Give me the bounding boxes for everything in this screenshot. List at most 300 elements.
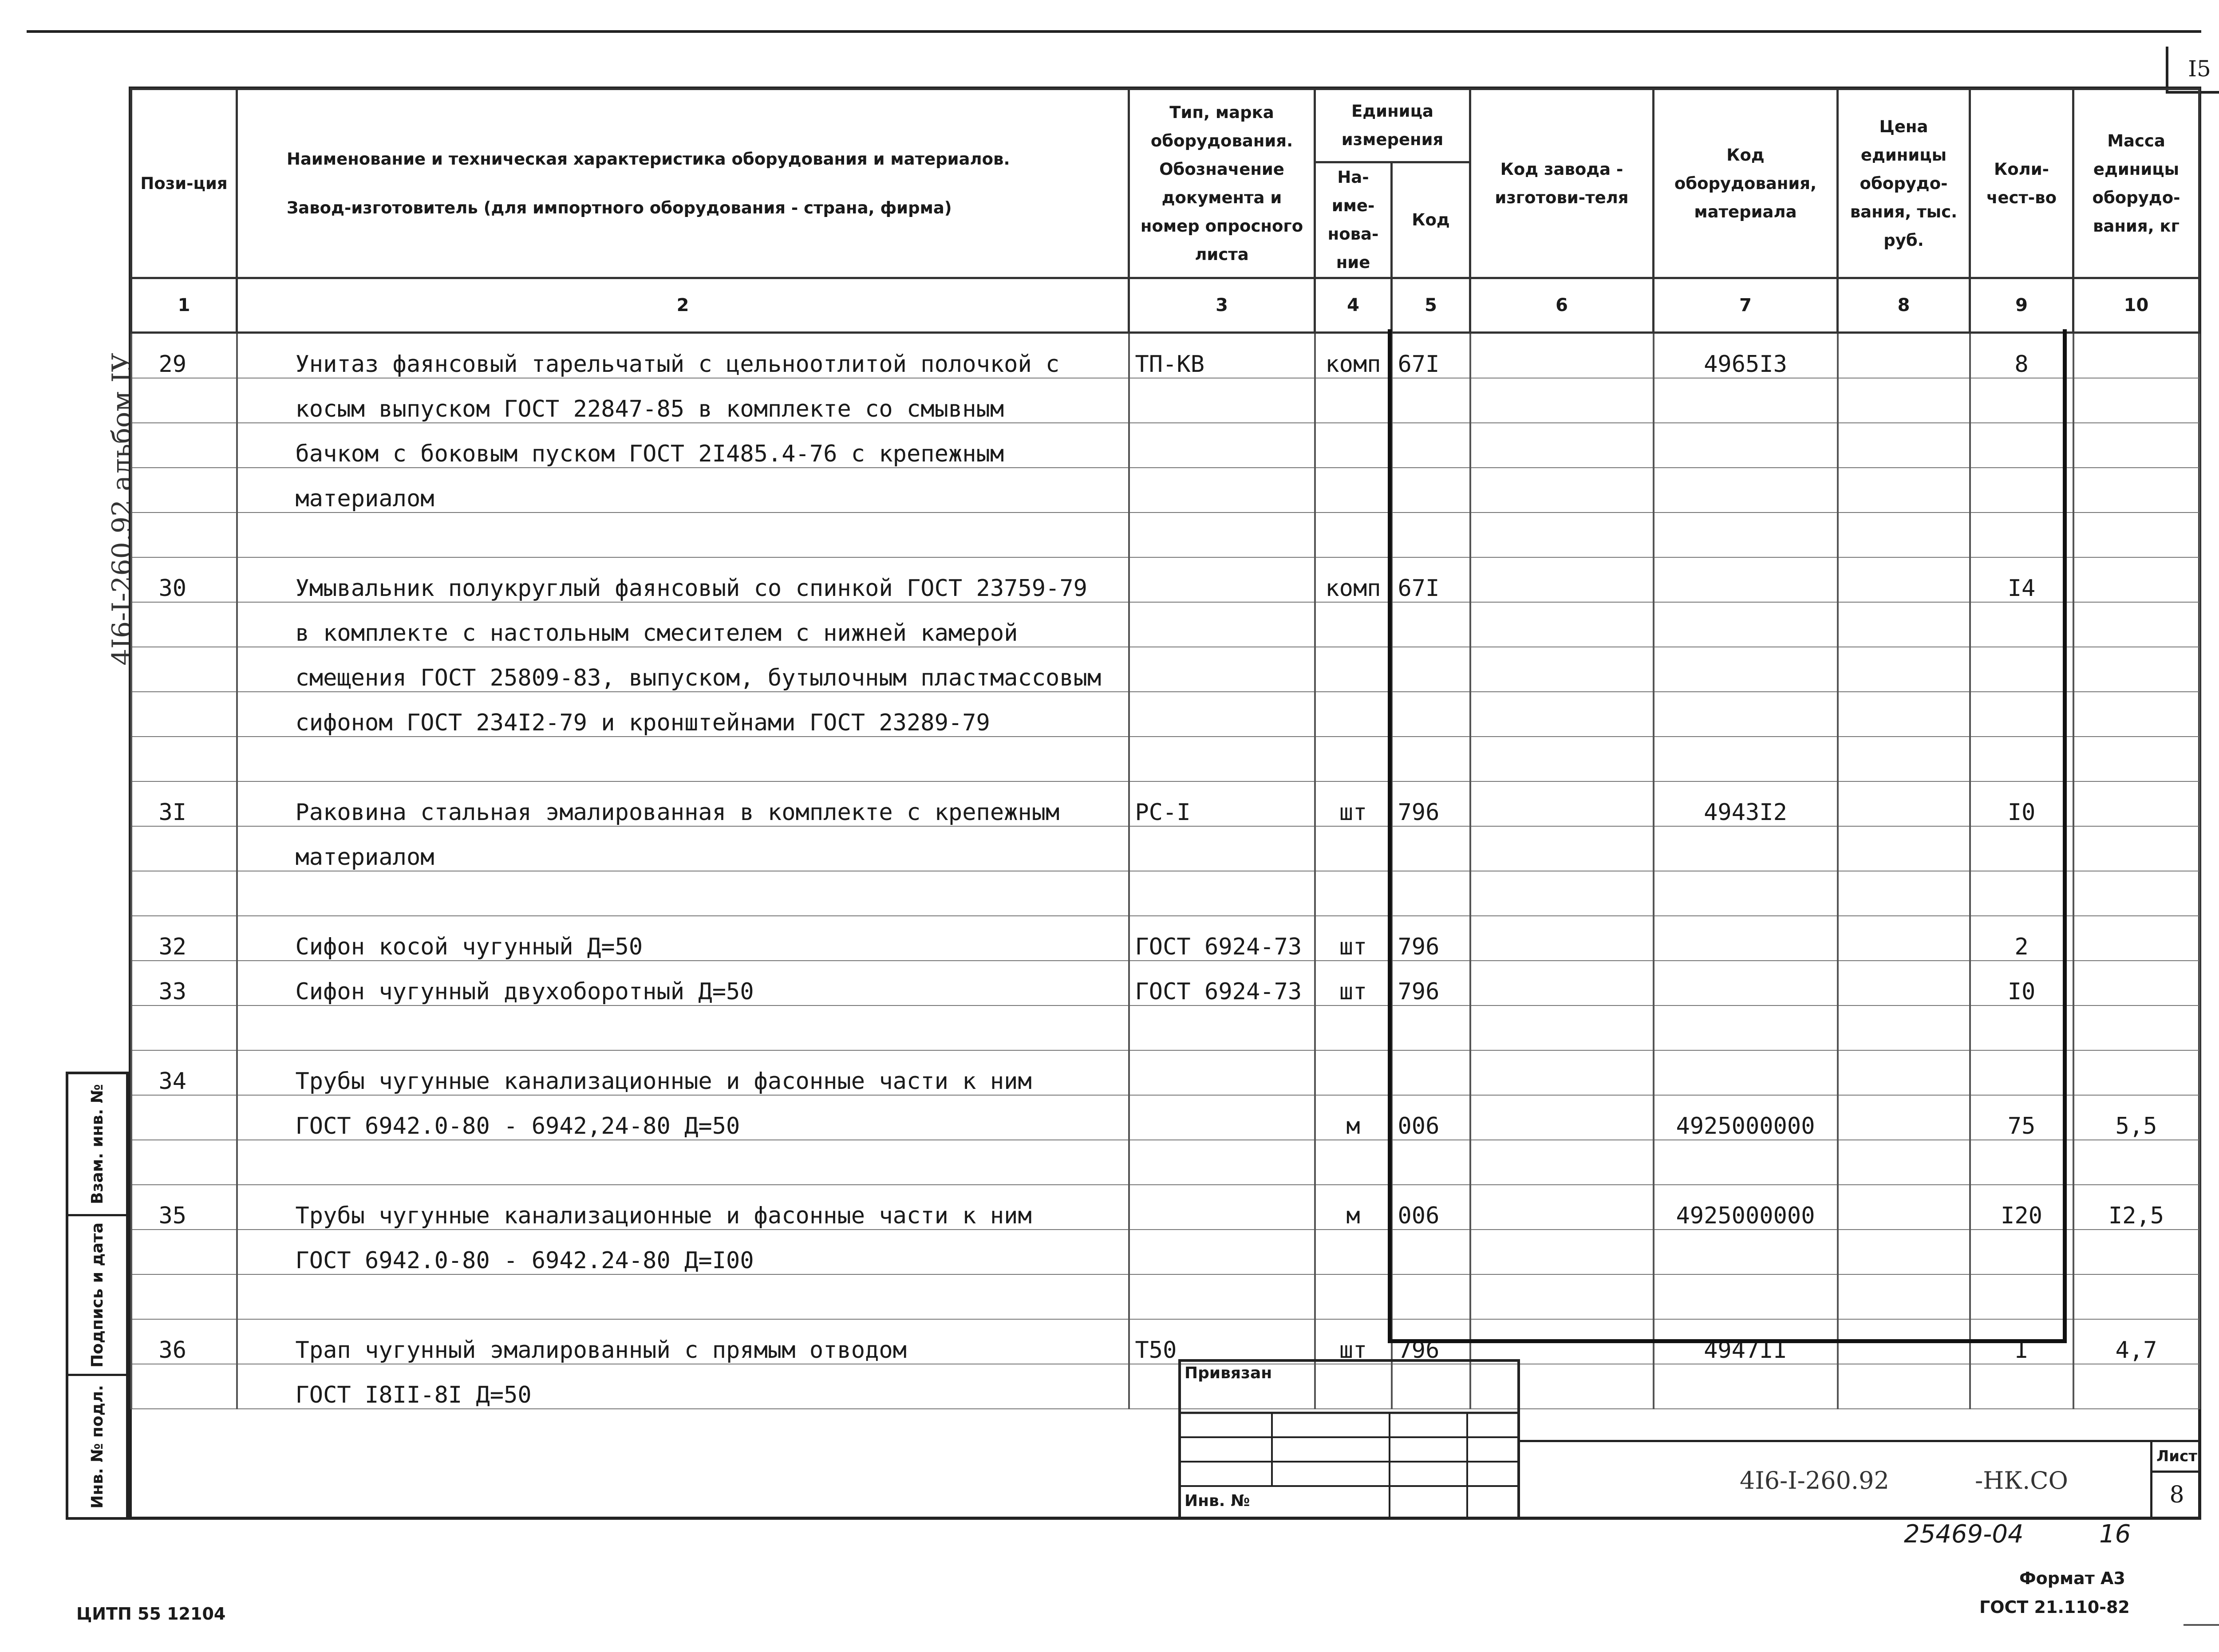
row-name [237, 513, 1129, 557]
row-price [1838, 1050, 1970, 1095]
row-type: ГОСТ 6924-73 [1129, 916, 1315, 961]
row-unit-code [1392, 826, 1470, 871]
row-price [1838, 871, 1970, 916]
sheet-number-top: I5 [2166, 47, 2219, 94]
row-price [1838, 1274, 1970, 1319]
row-unit-code [1392, 1005, 1470, 1050]
gost-label: ГОСТ 21.110-82 [1979, 1597, 2130, 1617]
row-name: материалом [237, 826, 1129, 871]
row-factory-code [1470, 692, 1654, 737]
table-row [131, 1274, 2199, 1319]
row-quantity: I [1970, 1319, 2073, 1364]
row-equipment-code: 4925000000 [1654, 1185, 1838, 1230]
row-equipment-code: 4925000000 [1654, 1095, 1838, 1140]
row-price [1838, 1140, 1970, 1185]
doc-suffix: -НК.СО [1975, 1467, 2068, 1494]
row-unit [1315, 602, 1392, 647]
row-unit: комп [1315, 557, 1392, 602]
row-unit [1315, 647, 1392, 692]
row-name [237, 737, 1129, 781]
row-quantity [1970, 602, 2073, 647]
table-row [131, 468, 2199, 513]
row-position: 30 [131, 557, 237, 602]
row-mass [2073, 378, 2199, 423]
row-equipment-code [1654, 1140, 1838, 1185]
privyazan-label: Привязан [1185, 1364, 1272, 1382]
row-factory-code [1470, 423, 1654, 468]
row-name: смещения ГОСТ 25809-83, выпуском, бутылочным пластмассовым [237, 647, 1129, 692]
row-type: Т50 [1129, 1319, 1315, 1364]
row-quantity: 2 [1970, 916, 2073, 961]
row-position: 29 [131, 333, 237, 379]
header-quantity: Коли-чест-во [1970, 89, 2073, 278]
column-number-8: 8 [1838, 278, 1970, 333]
row-type [1129, 737, 1315, 781]
row-position: 33 [131, 961, 237, 1005]
row-equipment-code [1654, 378, 1838, 423]
row-position: 32 [131, 916, 237, 961]
row-price [1838, 423, 1970, 468]
row-unit-code: 006 [1392, 1185, 1470, 1230]
row-factory-code [1470, 826, 1654, 871]
row-price [1838, 647, 1970, 692]
sheet-cell [2150, 1440, 2201, 1520]
row-unit-code [1392, 1274, 1470, 1319]
row-mass [2073, 333, 2199, 379]
header-position: Пози-ция [131, 89, 237, 278]
table-row [131, 826, 2199, 871]
row-type [1129, 1050, 1315, 1095]
inv-no-label: Инв. № [1185, 1492, 1250, 1510]
stamp-inv-label: Инв. № подл. [88, 1384, 107, 1509]
row-factory-code [1470, 1050, 1654, 1095]
row-quantity [1970, 513, 2073, 557]
row-price [1838, 1185, 1970, 1230]
row-mass [2073, 602, 2199, 647]
stamp-vzam [68, 1074, 126, 1216]
row-name: ГОСТ 6942.0-80 - 6942,24-80 Д=50 [237, 1095, 1129, 1140]
row-position [131, 513, 237, 557]
row-factory-code [1470, 871, 1654, 916]
row-price [1838, 1364, 1970, 1409]
row-price [1838, 781, 1970, 826]
row-mass [2073, 692, 2199, 737]
row-mass [2073, 737, 2199, 781]
row-unit [1315, 871, 1392, 916]
row-price [1838, 333, 1970, 379]
doc-code: 4I6-I-260.92 [1740, 1467, 1889, 1494]
row-factory-code [1470, 916, 1654, 961]
row-quantity [1970, 1230, 2073, 1274]
row-name: Сифон косой чугунный Д=50 [237, 916, 1129, 961]
row-name: материалом [237, 468, 1129, 513]
stamp-inv [68, 1376, 126, 1517]
row-unit: шт [1315, 961, 1392, 1005]
row-quantity [1970, 692, 2073, 737]
row-equipment-code [1654, 423, 1838, 468]
row-mass [2073, 557, 2199, 602]
row-equipment-code [1654, 692, 1838, 737]
row-mass [2073, 916, 2199, 961]
row-position: 3I [131, 781, 237, 826]
row-factory-code [1470, 1230, 1654, 1274]
row-unit [1315, 1274, 1392, 1319]
row-unit [1315, 737, 1392, 781]
row-unit [1315, 423, 1392, 468]
row-quantity: I20 [1970, 1185, 2073, 1230]
row-equipment-code [1654, 557, 1838, 602]
column-number-2: 2 [237, 278, 1129, 333]
row-equipment-code [1654, 602, 1838, 647]
row-quantity [1970, 871, 2073, 916]
row-type [1129, 557, 1315, 602]
row-name: бачком с боковым пуском ГОСТ 2I485.4-76 с крепежным [237, 423, 1129, 468]
row-quantity [1970, 1274, 2073, 1319]
row-position [131, 602, 237, 647]
row-equipment-code [1654, 737, 1838, 781]
row-factory-code [1470, 333, 1654, 379]
row-quantity: I4 [1970, 557, 2073, 602]
row-mass [2073, 1274, 2199, 1319]
header-type: Тип, марка оборудования. Обозначение документа и номер опросного листа [1129, 89, 1315, 278]
header-unit-group: Единица измерения [1315, 89, 1470, 162]
table-row [131, 378, 2199, 423]
row-name: Трубы чугунные канализационные и фасонные части к ним [237, 1185, 1129, 1230]
row-type [1129, 378, 1315, 423]
row-factory-code [1470, 737, 1654, 781]
row-equipment-code [1654, 871, 1838, 916]
row-quantity: I0 [1970, 961, 2073, 1005]
row-name: Умывальник полукруглый фаянсовый со спинкой ГОСТ 23759-79 [237, 557, 1129, 602]
row-quantity: I0 [1970, 781, 2073, 826]
row-unit-code [1392, 1050, 1470, 1095]
row-position [131, 1274, 237, 1319]
row-unit: м [1315, 1095, 1392, 1140]
row-quantity [1970, 647, 2073, 692]
row-position: 34 [131, 1050, 237, 1095]
row-name: Сифон чугунный двухоборотный Д=50 [237, 961, 1129, 1005]
row-factory-code [1470, 513, 1654, 557]
top-border-line [27, 30, 2201, 33]
row-unit [1315, 692, 1392, 737]
row-mass: I2,5 [2073, 1185, 2199, 1230]
row-factory-code [1470, 602, 1654, 647]
stamp-vzam-label: Взам. инв. № [88, 1084, 107, 1204]
row-factory-code [1470, 378, 1654, 423]
header-name-line1: Наименование и техническая характеристика оборудования и материалов. [287, 149, 1010, 169]
row-mass [2073, 513, 2199, 557]
row-unit-code [1392, 468, 1470, 513]
row-position [131, 1364, 237, 1409]
row-equipment-code [1654, 647, 1838, 692]
column-number-4: 4 [1315, 278, 1392, 333]
format-label: Формат А3 [2019, 1569, 2125, 1588]
row-name [237, 871, 1129, 916]
row-equipment-code [1654, 513, 1838, 557]
row-unit-code [1392, 1140, 1470, 1185]
column-number-1: 1 [131, 278, 237, 333]
row-unit: шт [1315, 1319, 1392, 1364]
row-position [131, 871, 237, 916]
column-number-3: 3 [1129, 278, 1315, 333]
corner-mark [2183, 1624, 2219, 1626]
row-name: Трап чугунный эмалированный с прямым отводом [237, 1319, 1129, 1364]
row-name: косым выпуском ГОСТ 22847-85 в комплекте со смывным [237, 378, 1129, 423]
row-type [1129, 1274, 1315, 1319]
row-position [131, 647, 237, 692]
row-mass [2073, 468, 2199, 513]
row-unit [1315, 468, 1392, 513]
table-row [131, 333, 2199, 379]
row-quantity [1970, 1005, 2073, 1050]
row-position: 36 [131, 1319, 237, 1364]
row-unit-code [1392, 602, 1470, 647]
row-price [1838, 826, 1970, 871]
row-mass [2073, 1005, 2199, 1050]
row-type [1129, 1005, 1315, 1050]
row-price [1838, 692, 1970, 737]
row-price [1838, 737, 1970, 781]
row-name: сифоном ГОСТ 234I2-79 и кронштейнами ГОСТ 23289-79 [237, 692, 1129, 737]
row-type [1129, 602, 1315, 647]
table-row [131, 1230, 2199, 1274]
row-mass: 5,5 [2073, 1095, 2199, 1140]
row-equipment-code [1654, 468, 1838, 513]
row-factory-code [1470, 468, 1654, 513]
header-name [237, 89, 1129, 278]
row-mass [2073, 1230, 2199, 1274]
row-unit-code: 006 [1392, 1095, 1470, 1140]
row-quantity [1970, 737, 2073, 781]
row-mass [2073, 423, 2199, 468]
column-number-10: 10 [2073, 278, 2199, 333]
row-position [131, 692, 237, 737]
row-factory-code [1470, 1319, 1654, 1364]
row-price [1838, 557, 1970, 602]
row-unit-code: 796 [1392, 781, 1470, 826]
row-position [131, 468, 237, 513]
table-row [131, 1319, 2199, 1364]
table-row [131, 961, 2199, 1005]
header-mass: Масса единицы оборудо-вания, кг [2073, 89, 2199, 278]
side-document-code: 4I6-I-260.92 альбом IУ [107, 353, 138, 666]
row-unit [1315, 1140, 1392, 1185]
row-quantity [1970, 468, 2073, 513]
row-price [1838, 1095, 1970, 1140]
table-row [131, 602, 2199, 647]
row-unit-code [1392, 737, 1470, 781]
table-row [131, 1140, 2199, 1185]
row-unit [1315, 378, 1392, 423]
row-type [1129, 513, 1315, 557]
specification-table [130, 88, 2200, 1409]
row-mass [2073, 647, 2199, 692]
table-row [131, 737, 2199, 781]
row-name: в комплекте с настольным смесителем с нижней камерой [237, 602, 1129, 647]
row-factory-code [1470, 961, 1654, 1005]
row-name [237, 1274, 1129, 1319]
row-unit-code: 796 [1392, 961, 1470, 1005]
table-row [131, 557, 2199, 602]
row-position: 35 [131, 1185, 237, 1230]
row-name: ГОСТ 6942.0-80 - 6942.24-80 Д=I00 [237, 1230, 1129, 1274]
row-unit [1315, 1230, 1392, 1274]
handwritten-page-number: 16 [2099, 1520, 2131, 1549]
row-equipment-code [1654, 1274, 1838, 1319]
table-row [131, 916, 2199, 961]
row-position [131, 1140, 237, 1185]
row-position [131, 737, 237, 781]
row-type [1129, 468, 1315, 513]
left-stamp [66, 1072, 129, 1520]
row-unit [1315, 826, 1392, 871]
row-name: Раковина стальная эмалированная в комплекте с крепежным [237, 781, 1129, 826]
table-row [131, 513, 2199, 557]
row-equipment-code: 4947II [1654, 1319, 1838, 1364]
row-unit-code: 796 [1392, 916, 1470, 961]
row-equipment-code [1654, 916, 1838, 961]
table-row [131, 871, 2199, 916]
row-name [237, 1005, 1129, 1050]
row-equipment-code [1654, 1364, 1838, 1409]
row-equipment-code: 4965I3 [1654, 333, 1838, 379]
row-position [131, 1095, 237, 1140]
row-price [1838, 602, 1970, 647]
header-unit-name: На-име-нова-ние [1315, 162, 1392, 278]
table-header [131, 89, 2199, 333]
row-type [1129, 871, 1315, 916]
row-factory-code [1470, 1005, 1654, 1050]
row-mass [2073, 1364, 2199, 1409]
row-unit-code [1392, 378, 1470, 423]
row-type [1129, 647, 1315, 692]
row-name: Трубы чугунные канализационные и фасонные части к ним [237, 1050, 1129, 1095]
row-factory-code [1470, 1185, 1654, 1230]
row-position [131, 378, 237, 423]
column-number-7: 7 [1654, 278, 1838, 333]
row-type: ГОСТ 6924-73 [1129, 961, 1315, 1005]
row-unit-code [1392, 647, 1470, 692]
header-unit-code: Код [1392, 162, 1470, 278]
row-type: РС-I [1129, 781, 1315, 826]
row-mass [2073, 1140, 2199, 1185]
table-row [131, 423, 2199, 468]
row-mass [2073, 1050, 2199, 1095]
row-type [1129, 826, 1315, 871]
title-block-line [1520, 1440, 2150, 1442]
row-unit: шт [1315, 916, 1392, 961]
column-number-5: 5 [1392, 278, 1470, 333]
row-name: ГОСТ I8II-8I Д=50 [237, 1364, 1129, 1409]
stamp-podpis-label: Подпись и дата [88, 1222, 107, 1368]
row-unit-code: 796 [1392, 1319, 1470, 1364]
header-price: Цена единицы оборудо-вания, тыс. руб. [1838, 89, 1970, 278]
row-price [1838, 378, 1970, 423]
row-equipment-code [1654, 1230, 1838, 1274]
row-factory-code [1470, 1095, 1654, 1140]
row-unit-code: 67I [1392, 557, 1470, 602]
row-factory-code [1470, 1140, 1654, 1185]
row-mass [2073, 781, 2199, 826]
row-mass [2073, 826, 2199, 871]
row-position [131, 423, 237, 468]
handwritten-archive-number: 25469-04 [1904, 1520, 2024, 1549]
row-quantity: 75 [1970, 1095, 2073, 1140]
stamp-podpis [68, 1216, 126, 1376]
row-type [1129, 1185, 1315, 1230]
row-type: ТП-КВ [1129, 333, 1315, 379]
header-factory-code: Код завода - изготови-теля [1470, 89, 1654, 278]
row-equipment-code [1654, 1005, 1838, 1050]
header-name-line2: Завод-изготовитель (для импортного оборудования - страна, фирма) [287, 198, 952, 217]
row-factory-code [1470, 557, 1654, 602]
row-position [131, 826, 237, 871]
row-unit-code [1392, 871, 1470, 916]
row-unit [1315, 1050, 1392, 1095]
row-name [237, 1140, 1129, 1185]
row-quantity [1970, 1364, 2073, 1409]
row-factory-code [1470, 781, 1654, 826]
row-unit-code [1392, 513, 1470, 557]
privyazan-block [1178, 1359, 1520, 1520]
row-quantity [1970, 826, 2073, 871]
table-row [131, 781, 2199, 826]
table-row [131, 647, 2199, 692]
row-unit-code: 67I [1392, 333, 1470, 379]
table-row [131, 1185, 2199, 1230]
row-type [1129, 1140, 1315, 1185]
row-price [1838, 961, 1970, 1005]
row-position [131, 1230, 237, 1274]
table-row [131, 692, 2199, 737]
row-position [131, 1005, 237, 1050]
row-price [1838, 1230, 1970, 1274]
row-type [1129, 423, 1315, 468]
row-equipment-code [1654, 826, 1838, 871]
row-price [1838, 468, 1970, 513]
row-unit [1315, 1005, 1392, 1050]
row-factory-code [1470, 1274, 1654, 1319]
column-number-6: 6 [1470, 278, 1654, 333]
row-price [1838, 1319, 1970, 1364]
row-unit-code [1392, 692, 1470, 737]
row-factory-code [1470, 647, 1654, 692]
row-unit-code [1392, 1230, 1470, 1274]
row-quantity [1970, 1140, 2073, 1185]
row-quantity: 8 [1970, 333, 2073, 379]
sheet-label: Лист [2152, 1442, 2201, 1473]
sheet-value: 8 [2169, 1482, 2184, 1508]
row-type [1129, 692, 1315, 737]
row-price [1838, 1005, 1970, 1050]
column-number-9: 9 [1970, 278, 2073, 333]
table-row [131, 1095, 2199, 1140]
row-equipment-code [1654, 961, 1838, 1005]
row-unit: шт [1315, 781, 1392, 826]
table-row [131, 1364, 2199, 1409]
table-row [131, 1050, 2199, 1095]
row-quantity [1970, 378, 2073, 423]
table-body [131, 333, 2199, 1409]
row-unit [1315, 513, 1392, 557]
row-name: Унитаз фаянсовый тарельчатый с цельноотлитой полочкой с [237, 333, 1129, 379]
row-price [1838, 513, 1970, 557]
header-equipment-code: Код оборудования, материала [1654, 89, 1838, 278]
table-row [131, 1005, 2199, 1050]
row-mass: 4,7 [2073, 1319, 2199, 1364]
row-quantity [1970, 423, 2073, 468]
row-equipment-code [1654, 1050, 1838, 1095]
